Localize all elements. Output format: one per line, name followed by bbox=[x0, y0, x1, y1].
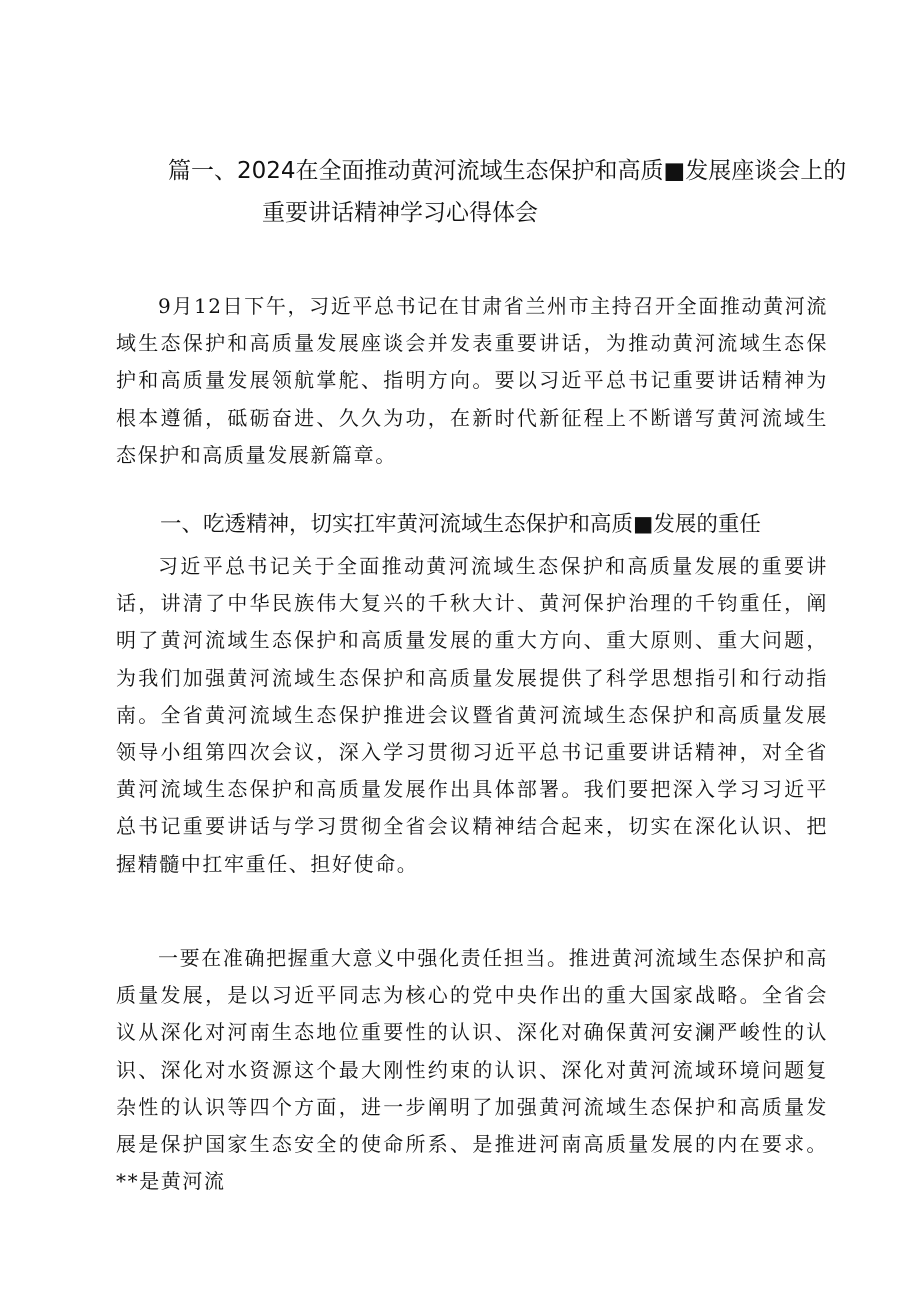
paragraph-point-1: 一要在准确把握重大意义中强化责任担当。推进黄河流域生态保护和高质量发展，是以习近平同志为核心的党中央作出的重大国家战略。全省会议从深化对河南生态地位重要性的认识、深化对确保黄河安澜严峻性的认识、深化对水资源这个最大刚性约束的认识、深化对黄河流域环境问题复杂性的认识等四个方面，进一步阐明了加强黄河流域生态保护和高质量发展是保护国家生态安全的使命所系、是推进河南高质量发展的内在要求。**是黄河流 bbox=[116, 946, 828, 1194]
section-heading-1: 一、吃透精神，切实扛牢黄河流域生态保护和高质■发展的重任 bbox=[160, 512, 761, 537]
document-title-line-2: 重要讲话精神学习心得体会 bbox=[262, 200, 538, 226]
paragraph-section-1: 习近平总书记关于全面推动黄河流域生态保护和高质量发展的重要讲话，讲清了中华民族伟大复兴的千秋大计、黄河保护治理的千钧重任，阐明了黄河流域生态保护和高质量发展的重大方向、重大原则、重大问题，为我们加强黄河流域生态保护和高质量发展提供了科学思想指引和行动指南。全省黄河流域生态保护推进会议暨省黄河流域生态保护和高质量发展领导小组第四次会议，深入学习贯彻习近平总书记重要讲话精神，对全省黄河流域生态保护和高质量发展作出具体部署。我们要把深入学习习近平总书记重要讲话与学习贯彻全省会议精神结合起来，切实在深化认识、把握精髓中扛牢重任、担好使命。 bbox=[116, 554, 828, 876]
document-title-line-1: 篇一、2024在全面推动黄河流域生态保护和高质■发展座谈会上的 bbox=[168, 158, 847, 184]
document-title bbox=[110, 150, 870, 234]
paragraph-intro: 9月12日下午，习近平总书记在甘肃省兰州市主持召开全面推动黄河流域生态保护和高质量发展座谈会并发表重要讲话，为推动黄河流域生态保护和高质量发展领航掌舵、指明方向。要以习近平总书记重要讲话精神为根本遵循，砥砺奋进、久久为功，在新时代新征程上不断谱写黄河流域生态保护和高质量发展新篇章。 bbox=[116, 294, 828, 467]
